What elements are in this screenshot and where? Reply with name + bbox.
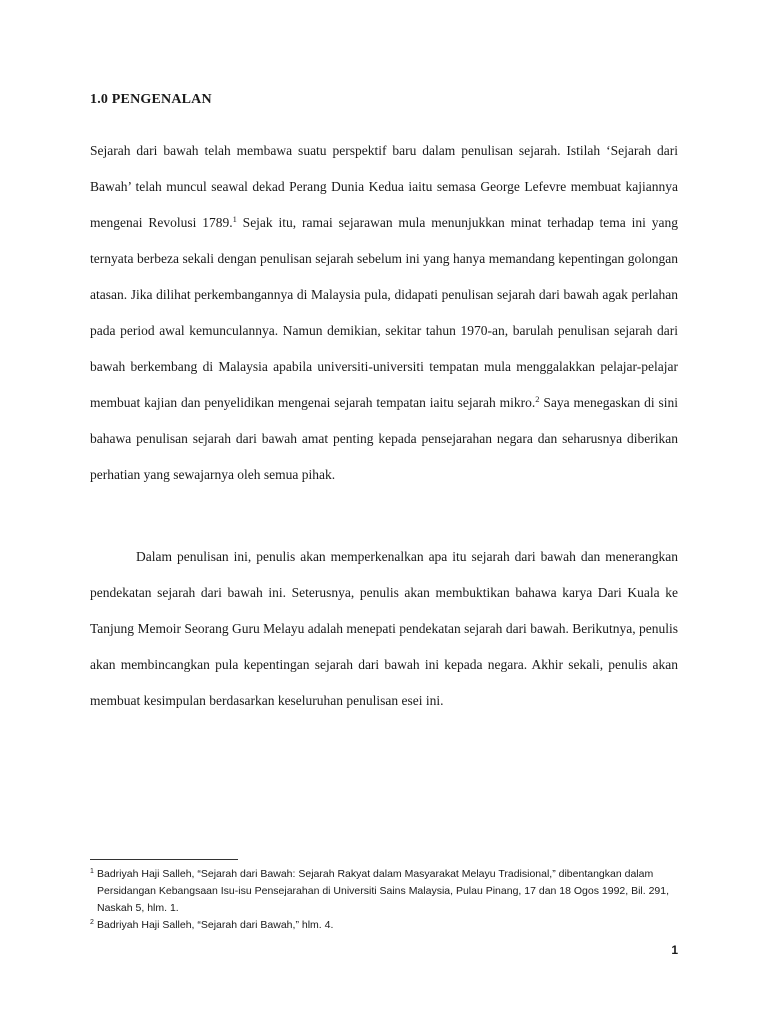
footnote-item bbox=[90, 917, 680, 934]
footnote-text: Badriyah Haji Salleh, “Sejarah dari Bawah: Sejarah Rakyat dalam Masyarakat Melayu Tradisional,” dibentangkan dalam Persidangan Kebangsaan Isu-isu Pensejarahan di Universiti Sains Malaysia, Pulau Pinang, 17 dan 18 Ogos 1992, Bil. 291, Naskah 5, hlm. 1. bbox=[97, 868, 670, 914]
footnote-number: 2 bbox=[90, 919, 94, 926]
footnote-item bbox=[90, 866, 680, 917]
paragraph-text: Sejak itu, ramai sejarawan mula menunjukkan minat terhadap tema ini yang ternyata berbeza sekali dengan penulisan sejarah sebelum ini yang hanya memandang kepentingan golongan atasan. Jika dilihat perkembangannya di Malaysia pula, didapati penulisan sejarah dari bawah agak perlahan pada period awal kemunculannya. Namun demikian, sekitar tahun 1970-an, barulah penulisan sejarah dari bawah berkembang di Malaysia apabila universiti-universiti tempatan mula menggalakkan pelajar-pelajar membuat kajian dan penyelidikan mengenai sejarah tempatan iaitu sejarah mikro. bbox=[90, 215, 678, 410]
footnote-text: Badriyah Haji Salleh, “Sejarah dari Bawah,” hlm. 4. bbox=[97, 919, 334, 931]
footnote-reference[interactable]: 2 bbox=[535, 394, 540, 404]
footnotes bbox=[90, 866, 680, 934]
footnote-separator bbox=[90, 859, 238, 860]
paragraph-introduction bbox=[90, 133, 678, 493]
paragraph-essay-outline: Dalam penulisan ini, penulis akan memperkenalkan apa itu sejarah dari bawah dan menerangkan pendekatan sejarah dari bawah ini. Seterusnya, penulis akan membuktikan bahawa karya Dari Kuala ke Tanjung Memoir Seorang Guru Melayu adalah menepati pendekatan sejarah dari bawah. Berikutnya, penulis akan membincangkan pula kepentingan sejarah dari bawah ini kepada negara. Akhir sekali, penulis akan membuat kesimpulan berdasarkan keseluruhan penulisan esei ini. bbox=[90, 549, 678, 708]
page-number: 1 bbox=[671, 943, 678, 957]
paragraph-text: Sejarah dari bawah telah membawa suatu perspektif baru dalam penulisan sejarah. Istilah ‘Sejarah dari Bawah’ telah muncul seawal dekad Perang Dunia Kedua iaitu semasa George Lefevre membuat kajiannya mengenai Revolusi 1789. bbox=[90, 143, 678, 230]
footnote-reference[interactable]: 1 bbox=[232, 214, 237, 224]
section-heading: 1.0 PENGENALAN bbox=[90, 92, 212, 107]
paragraph-text: Saya menegaskan di sini bahawa penulisan sejarah dari bawah amat penting kepada pensejarahan negara dan seharusnya diberikan perhatian yang sewajarnya oleh semua pihak. bbox=[90, 395, 678, 482]
footnote-number: 1 bbox=[90, 868, 94, 875]
